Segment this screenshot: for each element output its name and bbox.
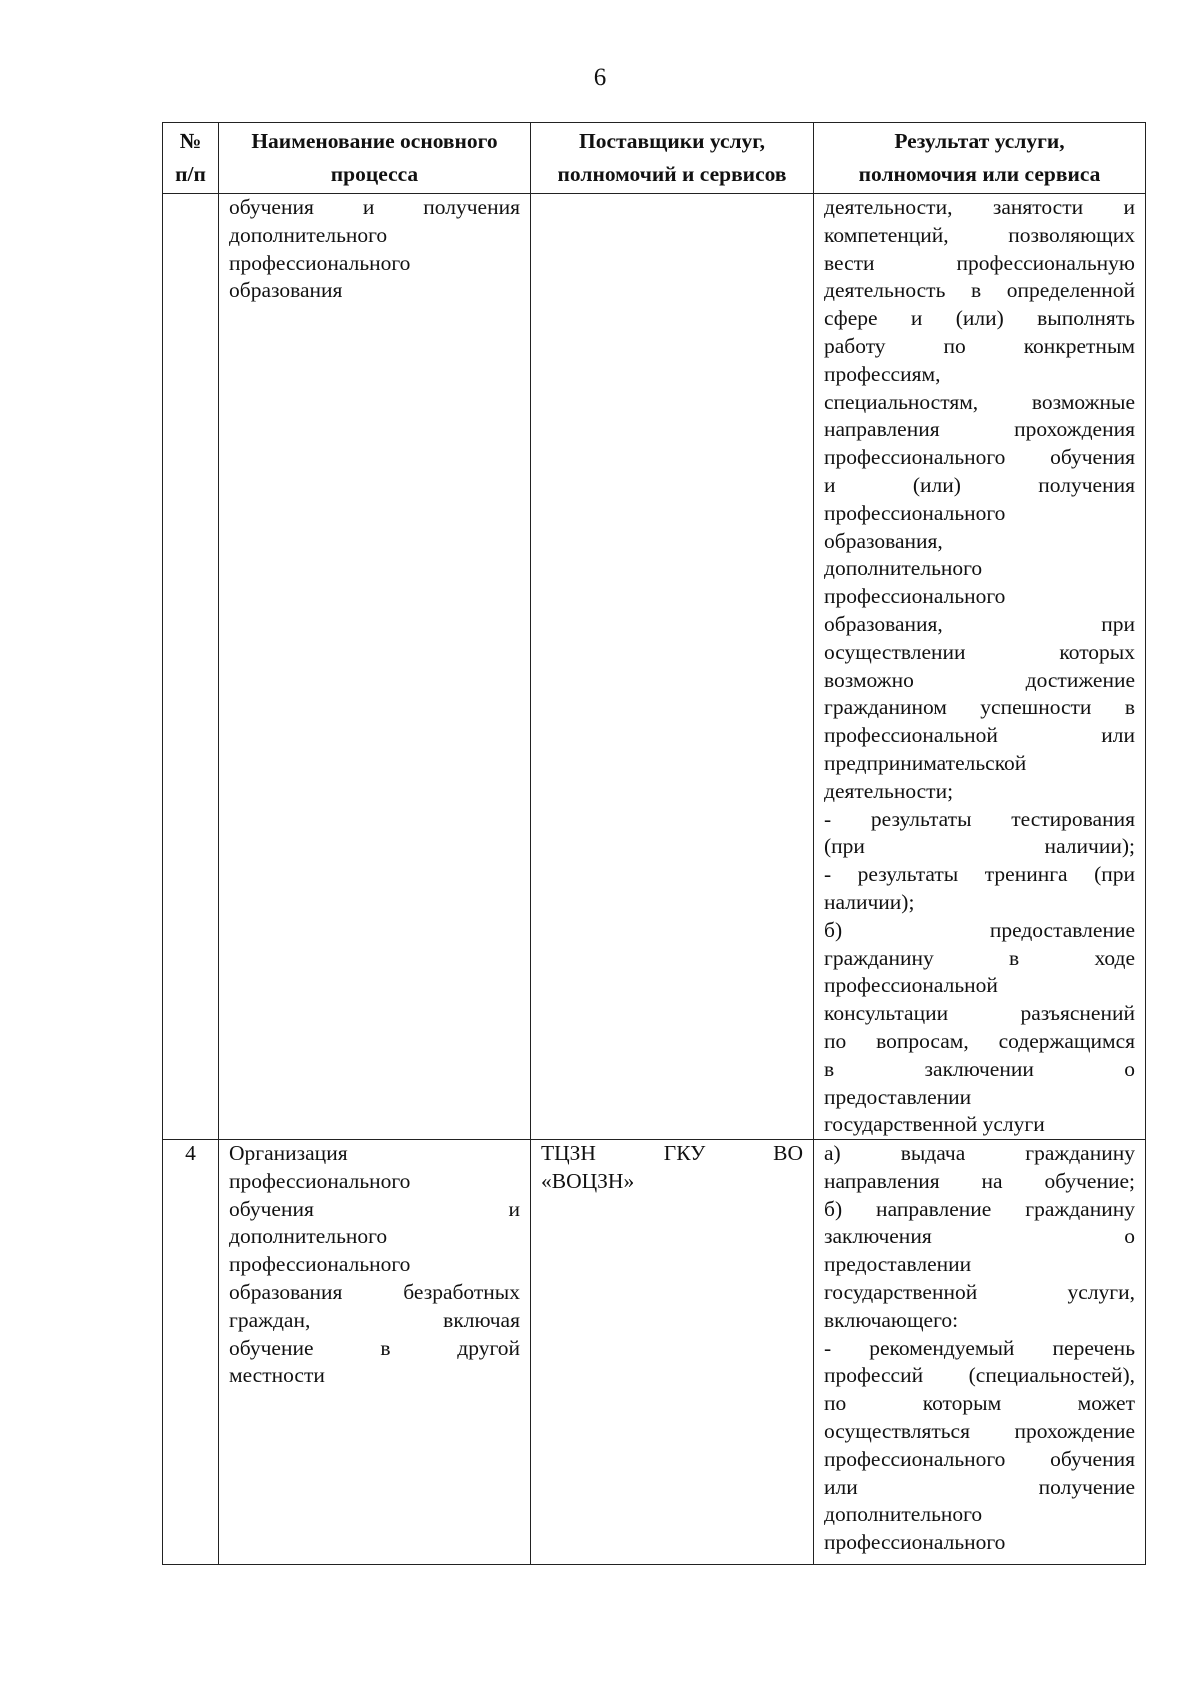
cell-line: сфере и (или) выполнять xyxy=(824,306,1135,331)
cell-line: консультации разъяснений xyxy=(824,1001,1135,1026)
cell-providers xyxy=(531,1140,814,1565)
cell-line: государственной услуги, xyxy=(824,1280,1135,1305)
cell-line: - рекомендуемый перечень xyxy=(824,1335,1135,1360)
cell-line: предоставлении xyxy=(824,1252,972,1277)
cell-line: деятельности, занятости и xyxy=(824,195,1135,219)
cell-line: включающего: xyxy=(824,1307,959,1332)
cell-line: обучения и xyxy=(229,1196,520,1221)
cell-process xyxy=(219,194,531,1140)
cell-line: дополнительного xyxy=(824,556,983,581)
cell-line: в заключении о xyxy=(824,1056,1135,1081)
header-process: Наименование основного процесса xyxy=(219,123,531,194)
cell-line: наличии); xyxy=(824,889,915,914)
cell-line: Организация xyxy=(229,1141,348,1166)
cell-line: профессионального xyxy=(824,584,1006,609)
cell-line: обучения и получения xyxy=(229,195,520,219)
cell-line: б) направление гражданину xyxy=(824,1196,1135,1221)
cell-line: специальностям, возможные xyxy=(824,389,1135,414)
cell-line: дополнительного xyxy=(229,1224,388,1249)
cell-line: или получение xyxy=(824,1474,1135,1499)
cell-line: «ВОЦЗН» xyxy=(541,1168,635,1193)
page-number: 6 xyxy=(593,64,607,91)
cell-line: возможно достижение xyxy=(824,667,1135,692)
cell-line: предпринимательской xyxy=(824,750,1027,775)
cell-line: - результаты тренинга (при xyxy=(824,862,1135,887)
cell-line: по вопросам, содержащимся xyxy=(824,1028,1135,1053)
cell-line: осуществлении которых xyxy=(824,639,1135,664)
cell-line: компетенций, позволяющих xyxy=(824,222,1135,247)
cell-line: обучение в другой xyxy=(229,1335,520,1360)
cell-line: профессиям, xyxy=(824,361,941,386)
cell-line: профессионального обучения xyxy=(824,1446,1135,1471)
cell-line: дополнительного xyxy=(824,1502,983,1527)
cell-line: профессионального обучения xyxy=(824,445,1135,470)
cell-line: профессионального xyxy=(824,500,1006,525)
cell-line: профессиональной или xyxy=(824,723,1135,748)
cell-line: профессий (специальностей), xyxy=(824,1363,1135,1388)
cell-line: по которым может xyxy=(824,1391,1135,1416)
cell-line: местности xyxy=(229,1363,325,1388)
cell-line: граждан, включая xyxy=(229,1307,520,1332)
cell-line: направления на обучение; xyxy=(824,1168,1135,1193)
table-row xyxy=(163,194,1146,1140)
cell-line: дополнительного xyxy=(229,222,388,247)
cell-num xyxy=(163,194,219,1140)
cell-line: б) предоставление xyxy=(824,917,1135,942)
cell-line: гражданину в ходе xyxy=(824,945,1135,970)
cell-line: и (или) получения xyxy=(824,472,1135,497)
cell-line: деятельности; xyxy=(824,778,954,803)
cell-line: образования, xyxy=(824,528,943,553)
cell-line: ТЦЗН ГКУ ВО xyxy=(541,1141,803,1166)
header-num: № п/п xyxy=(163,123,219,194)
cell-result xyxy=(814,1140,1146,1565)
cell-line: - результаты тестирования xyxy=(824,806,1135,831)
cell-line: осуществляться прохождение xyxy=(824,1419,1135,1444)
cell-line: работу по конкретным xyxy=(824,333,1135,358)
services-table xyxy=(162,122,1146,1565)
cell-line: деятельность в определенной xyxy=(824,278,1135,303)
cell-line: заключения о xyxy=(824,1224,1135,1249)
header-result: Результат услуги, полномочия или сервиса xyxy=(814,123,1146,194)
cell-line: а) выдача гражданину xyxy=(824,1141,1135,1166)
cell-line: гражданином успешности в xyxy=(824,695,1135,720)
cell-line: профессионального xyxy=(229,1168,411,1193)
cell-line: образования xyxy=(229,278,343,303)
cell-line: образования безработных xyxy=(229,1280,520,1305)
cell-line: профессиональной xyxy=(824,973,998,998)
cell-line: профессионального xyxy=(824,1530,1006,1555)
header-providers: Поставщики услуг, полномочий и сервисов xyxy=(531,123,814,194)
cell-line: направления прохождения xyxy=(824,417,1135,442)
cell-line: предоставлении xyxy=(824,1084,972,1109)
table-row xyxy=(163,1140,1146,1565)
cell-line: государственной услуги xyxy=(824,1112,1045,1137)
cell-line: профессионального xyxy=(229,250,411,275)
table-header-row xyxy=(163,123,1146,194)
cell-result xyxy=(814,194,1146,1140)
cell-line: профессионального xyxy=(229,1252,411,1277)
cell-providers xyxy=(531,194,814,1140)
cell-line: вести профессиональную xyxy=(824,250,1135,275)
cell-line: образования, при xyxy=(824,611,1135,636)
cell-process xyxy=(219,1140,531,1565)
cell-num: 4 xyxy=(163,1140,219,1565)
cell-line: (при наличии); xyxy=(824,834,1135,859)
